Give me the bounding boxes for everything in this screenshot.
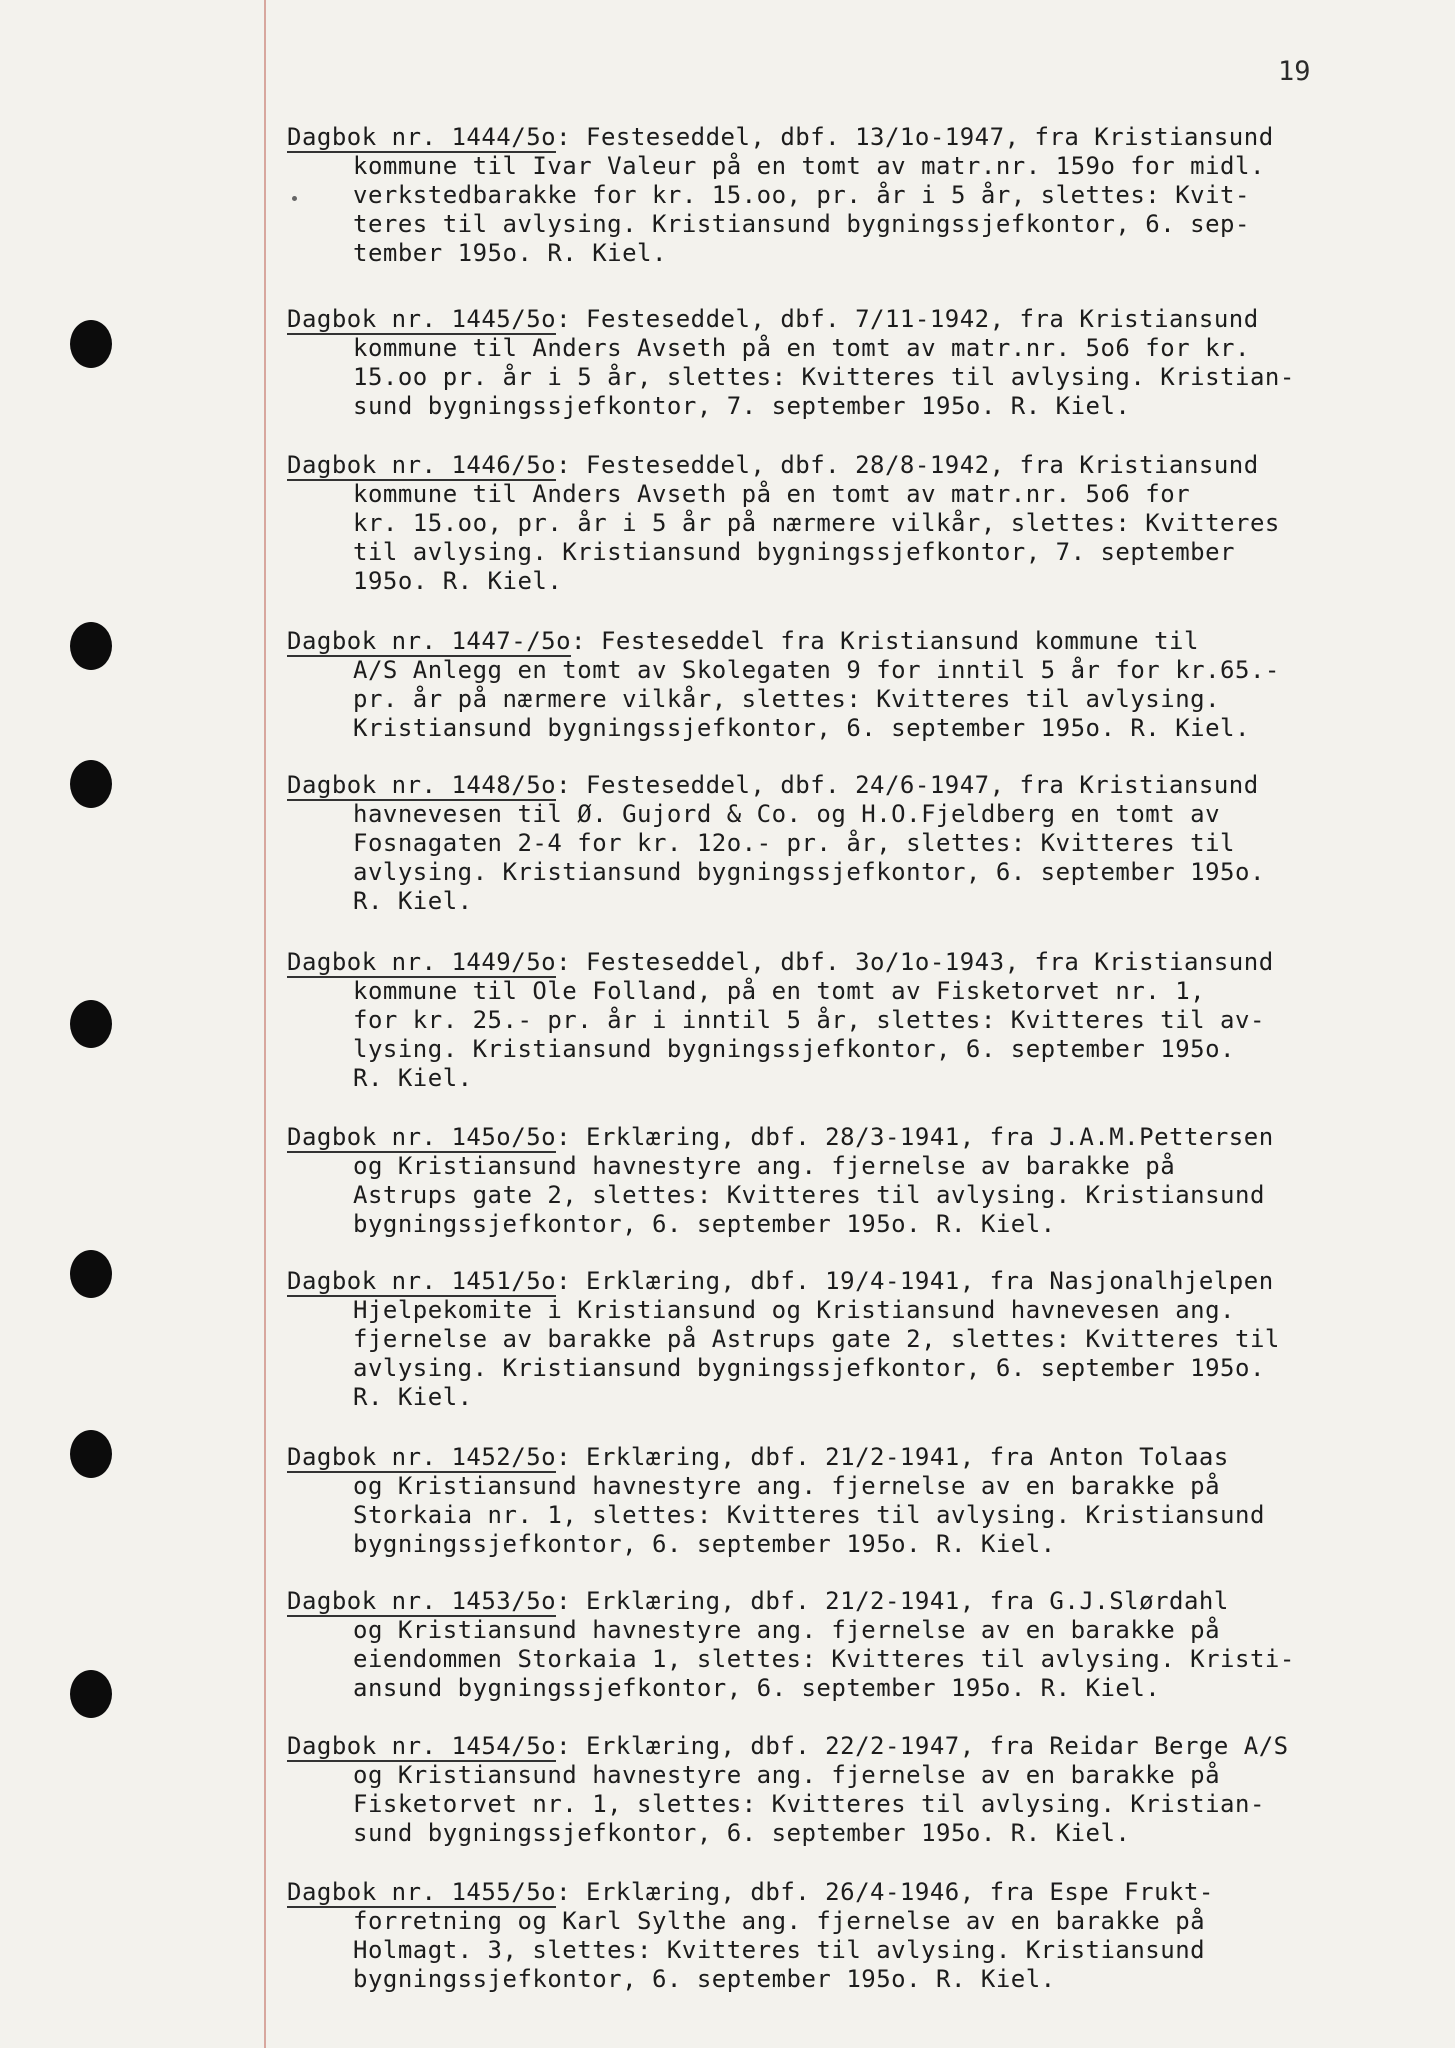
entry-line: teres til avlysing. Kristiansund bygningssjefkontor, 6. sep-	[353, 210, 1250, 238]
entry-line: avlysing. Kristiansund bygningssjefkontor, 6. september 195o.	[353, 1354, 1265, 1382]
entry-line: R. Kiel.	[353, 1064, 473, 1092]
entry-line: : Festeseddel, dbf. 24/6-1947, fra Kristiansund	[556, 771, 1259, 799]
ledger-entry	[287, 1123, 1427, 1239]
entry-line: A/S Anlegg en tomt av Skolegaten 9 for inntil 5 år for kr.65.-	[353, 656, 1280, 684]
entry-line: Kristiansund bygningssjefkontor, 6. september 195o. R. Kiel.	[353, 714, 1250, 742]
entry-line: sund bygningssjefkontor, 6. september 195o. R. Kiel.	[353, 1819, 1131, 1847]
entry-reference: Dagbok nr. 1453/5o	[287, 1587, 557, 1615]
entry-line: 195o. R. Kiel.	[353, 567, 563, 595]
entry-line: kommune til Anders Avseth på en tomt av matr.nr. 5o6 for	[353, 480, 1191, 508]
entry-line: forretning og Karl Sylthe ang. fjernelse av en barakke på	[353, 1907, 1206, 1935]
entry-line: havnevesen til Ø. Gujord & Co. og H.O.Fjeldberg en tomt av	[353, 800, 1221, 828]
entry-line: 15.oo pr. år i 5 år, slettes: Kvitteres til avlysing. Kristian-	[353, 363, 1295, 391]
entry-reference: Dagbok nr. 1446/5o	[287, 451, 557, 479]
entry-line: : Festeseddel, dbf. 7/11-1942, fra Kristiansund	[556, 305, 1259, 333]
entry-reference: Dagbok nr. 1452/5o	[287, 1443, 557, 1471]
entry-line: : Erklæring, dbf. 21/2-1941, fra Anton Tolaas	[556, 1443, 1229, 1471]
entry-line: : Festeseddel fra Kristiansund kommune til	[571, 627, 1199, 655]
ledger-entry	[287, 627, 1427, 743]
entry-line: : Erklæring, dbf. 28/3-1941, fra J.A.M.Pettersen	[556, 1123, 1274, 1151]
entry-line: Fisketorvet nr. 1, slettes: Kvitteres til avlysing. Kristian-	[353, 1790, 1265, 1818]
entry-line: og Kristiansund havnestyre ang. fjernelse av en barakke på	[353, 1472, 1221, 1500]
entry-line: og Kristiansund havnestyre ang. fjernelse av en barakke på	[353, 1761, 1221, 1789]
entry-line: : Festeseddel, dbf. 13/1o-1947, fra Kristiansund	[556, 123, 1274, 151]
entry-line: lysing. Kristiansund bygningssjefkontor, 6. september 195o.	[353, 1035, 1236, 1063]
entry-line: pr. år på nærmere vilkår, slettes: Kvitteres til avlysing.	[353, 685, 1221, 713]
binder-hole	[70, 1250, 112, 1298]
entry-line: sund bygningssjefkontor, 7. september 195o. R. Kiel.	[353, 392, 1131, 420]
entry-line: tember 195o. R. Kiel.	[353, 239, 667, 267]
binder-hole	[70, 320, 112, 368]
page-number: 19	[1278, 56, 1311, 87]
entry-line: Fosnagaten 2-4 for kr. 12o.- pr. år, slettes: Kvitteres til	[353, 829, 1236, 857]
entry-line: for kr. 25.- pr. år i inntil 5 år, slettes: Kvitteres til av-	[353, 1006, 1265, 1034]
margin-rule	[264, 0, 266, 2048]
entry-line: : Festeseddel, dbf. 3o/1o-1943, fra Kristiansund	[556, 948, 1274, 976]
entry-line: Holmagt. 3, slettes: Kvitteres til avlysing. Kristiansund	[353, 1936, 1206, 1964]
entry-line: fjernelse av barakke på Astrups gate 2, slettes: Kvitteres til	[353, 1325, 1280, 1353]
ledger-entry	[287, 1732, 1427, 1848]
entry-reference: Dagbok nr. 1445/5o	[287, 305, 557, 333]
ledger-entry	[287, 1443, 1427, 1559]
entry-reference: Dagbok nr. 1444/5o	[287, 123, 557, 151]
binder-hole	[70, 1430, 112, 1478]
entry-line: bygningssjefkontor, 6. september 195o. R. Kiel.	[353, 1530, 1056, 1558]
ledger-entry	[287, 771, 1427, 916]
ledger-entry	[287, 451, 1427, 596]
entry-reference: Dagbok nr. 145o/5o	[287, 1123, 557, 1151]
entry-reference: Dagbok nr. 1455/5o	[287, 1878, 557, 1906]
entry-line: og Kristiansund havnestyre ang. fjernelse av barakke på	[353, 1152, 1176, 1180]
ledger-entry	[287, 123, 1427, 268]
entry-line: : Erklæring, dbf. 26/4-1946, fra Espe Frukt-	[556, 1878, 1214, 1906]
binder-hole	[70, 1000, 112, 1048]
ledger-entry	[287, 1267, 1427, 1412]
entry-line: kr. 15.oo, pr. år i 5 år på nærmere vilkår, slettes: Kvitteres	[353, 509, 1280, 537]
entry-line: Hjelpekomite i Kristiansund og Kristiansund havnevesen ang.	[353, 1296, 1236, 1324]
entry-line: eiendommen Storkaia 1, slettes: Kvitteres til avlysing. Kristi-	[353, 1645, 1295, 1673]
ledger-entry	[287, 1587, 1427, 1703]
binder-hole	[70, 1670, 112, 1718]
ledger-entry	[287, 305, 1427, 421]
entry-line: Astrups gate 2, slettes: Kvitteres til avlysing. Kristiansund	[353, 1181, 1265, 1209]
entry-reference: Dagbok nr. 1454/5o	[287, 1732, 557, 1760]
entry-line: kommune til Ivar Valeur på en tomt av matr.nr. 159o for midl.	[353, 152, 1265, 180]
entry-line: bygningssjefkontor, 6. september 195o. R. Kiel.	[353, 1210, 1056, 1238]
entry-reference: Dagbok nr. 1451/5o	[287, 1267, 557, 1295]
entry-line: til avlysing. Kristiansund bygningssjefkontor, 7. september	[353, 538, 1236, 566]
entry-line: kommune til Anders Avseth på en tomt av matr.nr. 5o6 for kr.	[353, 334, 1250, 362]
entry-line: bygningssjefkontor, 6. september 195o. R. Kiel.	[353, 1965, 1056, 1993]
ledger-entry	[287, 948, 1427, 1093]
entry-reference: Dagbok nr. 1447-/5o	[287, 627, 572, 655]
entry-line: og Kristiansund havnestyre ang. fjernelse av en barakke på	[353, 1616, 1221, 1644]
entry-line: R. Kiel.	[353, 1383, 473, 1411]
entry-reference: Dagbok nr. 1449/5o	[287, 948, 557, 976]
entry-line: : Erklæring, dbf. 21/2-1941, fra G.J.Slørdahl	[556, 1587, 1229, 1615]
binder-hole	[70, 760, 112, 808]
entry-reference: Dagbok nr. 1448/5o	[287, 771, 557, 799]
ledger-entry	[287, 1878, 1427, 1994]
entry-line: kommune til Ole Folland, på en tomt av Fisketorvet nr. 1,	[353, 977, 1206, 1005]
entry-line: ansund bygningssjefkontor, 6. september 195o. R. Kiel.	[353, 1674, 1161, 1702]
entry-line: : Festeseddel, dbf. 28/8-1942, fra Kristiansund	[556, 451, 1259, 479]
binder-hole	[70, 622, 112, 670]
entry-line: Storkaia nr. 1, slettes: Kvitteres til avlysing. Kristiansund	[353, 1501, 1265, 1529]
entry-line: : Erklæring, dbf. 22/2-1947, fra Reidar Berge A/S	[556, 1732, 1289, 1760]
entry-line: avlysing. Kristiansund bygningssjefkontor, 6. september 195o.	[353, 858, 1265, 886]
entry-line: : Erklæring, dbf. 19/4-1941, fra Nasjonalhjelpen	[556, 1267, 1274, 1295]
entry-line: R. Kiel.	[353, 887, 473, 915]
entry-line: verkstedbarakke for kr. 15.oo, pr. år i 5 år, slettes: Kvit-	[353, 181, 1250, 209]
